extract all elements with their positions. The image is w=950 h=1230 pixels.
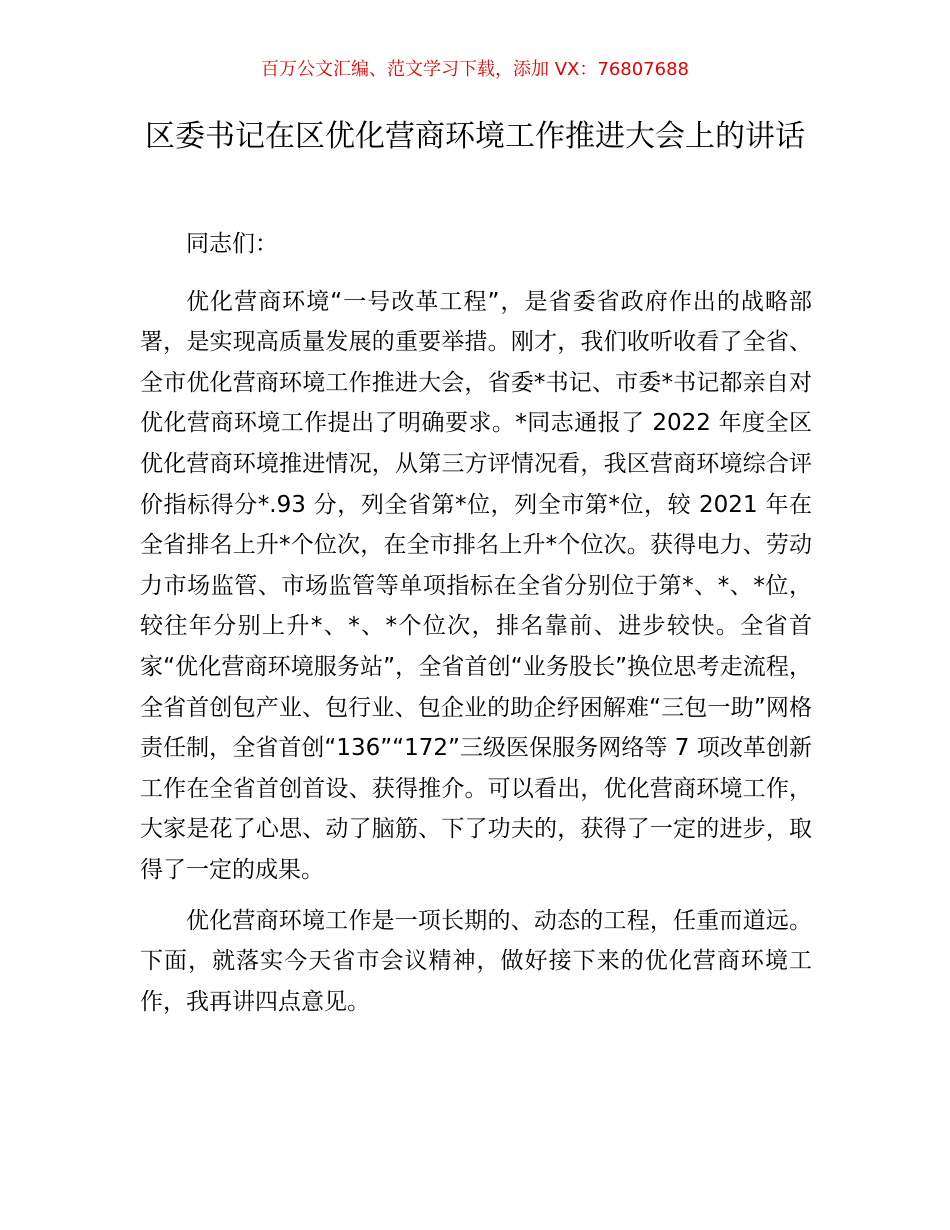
salutation: 同志们：	[186, 231, 278, 257]
document-title: 区委书记在区优化营商环境工作推进大会上的讲话	[145, 119, 805, 154]
body-paragraph-2: 优化营商环境工作是一项长期的、动态的工程，任重而道远。下面，就落实今天省市会议精神，做好接下来的优化营商环境工作，我再讲四点意见。	[140, 907, 812, 1015]
watermark-header: 百万公文汇编、范文学习下载，添加 VX：76807688	[261, 59, 689, 80]
document-body	[140, 224, 812, 1032]
body-paragraph-1: 优化营商环境“一号改革工程”，是省委省政府作出的战略部署，是实现高质量发展的重要举措。刚才，我们收听收看了全省、全市优化营商环境工作推进大会，省委*书记、市委*书记都亲自对优化营商环境工作提出了明确要求。*同志通报了 2022 年度全区优化营商环境推进情况，从第三方评情况看，我区营商环境综合评价指标得分*.93 分，列全省第*位，列全市第*位，较 2021 年在全省排名上升*个位次，在全市排名上升*个位次。获得电力、劳动力市场监管、市场监管等单项指标在全省分别位于第*、*、*位，较往年分别上升*、*、*个位次，排名靠前、进步较快。全省首家“优化营商环境服务站”，全省首创“业务股长”换位思考走流程，全省首创包产业、包行业、包企业的助企纾困解难“三包一助”网格责任制，全省首创“136”“172”三级医保服务网络等 7 项改革创新工作在全省首创首设、获得推介。可以看出，优化营商环境工作，大家是花了心思、动了脑筋、下了功夫的，获得了一定的进步，取得了一定的成果。	[140, 288, 813, 883]
